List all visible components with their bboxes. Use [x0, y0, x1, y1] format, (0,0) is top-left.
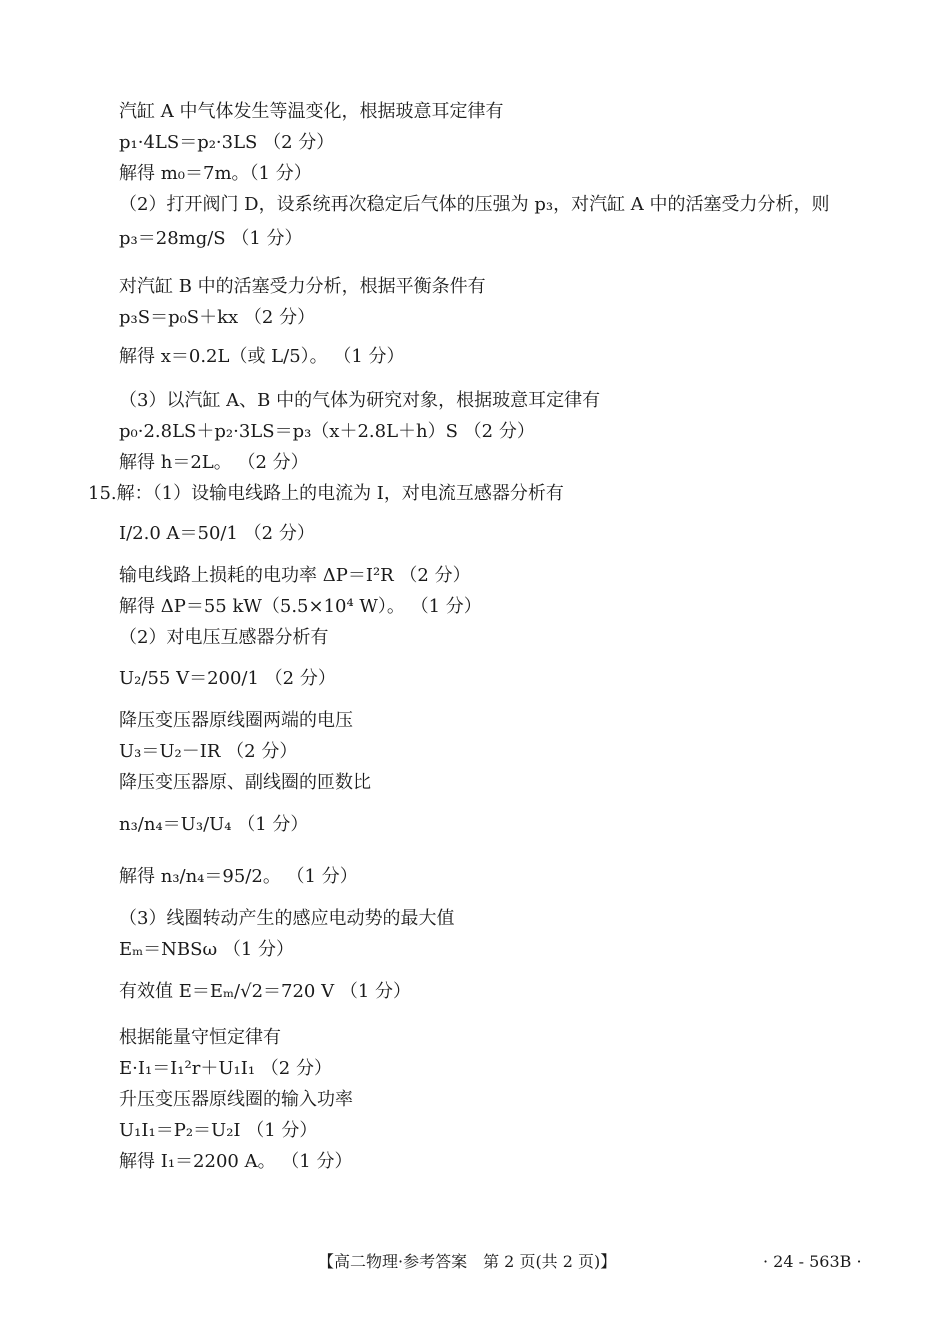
- answer-line: p₁·4LS＝p₂·3LS （2 分）: [119, 132, 335, 153]
- answer-line: 降压变压器原、副线圈的匝数比: [119, 772, 371, 793]
- answer-line: 输电线路上损耗的电功率 ΔP＝I²R （2 分）: [119, 565, 471, 586]
- answer-line: U₁I₁＝P₂＝U₂I （1 分）: [119, 1120, 318, 1141]
- answer-line: p₃＝28mg/S （1 分）: [119, 228, 303, 249]
- answer-line: U₃＝U₂－IR （2 分）: [119, 741, 298, 762]
- answer-line: 有效值 E＝Eₘ/√2＝720 V （1 分）: [119, 981, 411, 1002]
- question-15-heading: 15.解：（1）设输电线路上的电流为 I，对电流互感器分析有: [88, 483, 564, 504]
- answer-line: 解得 ΔP＝55 kW（5.5×10⁴ W）。 （1 分）: [119, 596, 482, 617]
- answer-line: （2）打开阀门 D，设系统再次稳定后气体的压强为 p₃，对汽缸 A 中的活塞受力分析，则: [119, 194, 830, 215]
- answer-line: 降压变压器原线圈两端的电压: [119, 710, 353, 731]
- answer-line: 解得 n₃/n₄＝95/2。 （1 分）: [119, 866, 358, 887]
- page-footer-title: 【高二物理·参考答案 第 2 页(共 2 页)】: [318, 1252, 617, 1271]
- answer-line: 升压变压器原线圈的输入功率: [119, 1089, 353, 1110]
- answer-line: U₂/55 V＝200/1 （2 分）: [119, 668, 336, 689]
- answer-line: Eₘ＝NBSω （1 分）: [119, 939, 295, 960]
- answer-line: 解得 m₀＝7m。（1 分）: [119, 163, 312, 184]
- answer-line: （3）以汽缸 A、B 中的气体为研究对象，根据玻意耳定律有: [119, 390, 601, 411]
- answer-line: 解得 h＝2L。 （2 分）: [119, 452, 309, 473]
- answer-line: 根据能量守恒定律有: [119, 1027, 281, 1048]
- answer-line: （3）线圈转动产生的感应电动势的最大值: [119, 908, 455, 929]
- answer-line: I/2.0 A＝50/1 （2 分）: [119, 523, 315, 544]
- answer-line: 解得 x＝0.2L（或 L/5）。 （1 分）: [119, 346, 405, 367]
- answer-line: E·I₁＝I₁²r＋U₁I₁ （2 分）: [119, 1058, 332, 1079]
- answer-line: n₃/n₄＝U₃/U₄ （1 分）: [119, 814, 309, 835]
- answer-line: 汽缸 A 中气体发生等温变化，根据玻意耳定律有: [119, 101, 504, 122]
- answer-line: 解得 I₁＝2200 A。 （1 分）: [119, 1151, 353, 1172]
- answer-line: p₃S＝p₀S＋kx （2 分）: [119, 307, 316, 328]
- answer-line: p₀·2.8LS＋p₂·3LS＝p₃（x＋2.8L＋h）S （2 分）: [119, 421, 535, 442]
- answer-line: 对汽缸 B 中的活塞受力分析，根据平衡条件有: [119, 276, 486, 297]
- answer-line: （2）对电压互感器分析有: [119, 627, 329, 648]
- page-footer-code: · 24 - 563B ·: [763, 1252, 862, 1271]
